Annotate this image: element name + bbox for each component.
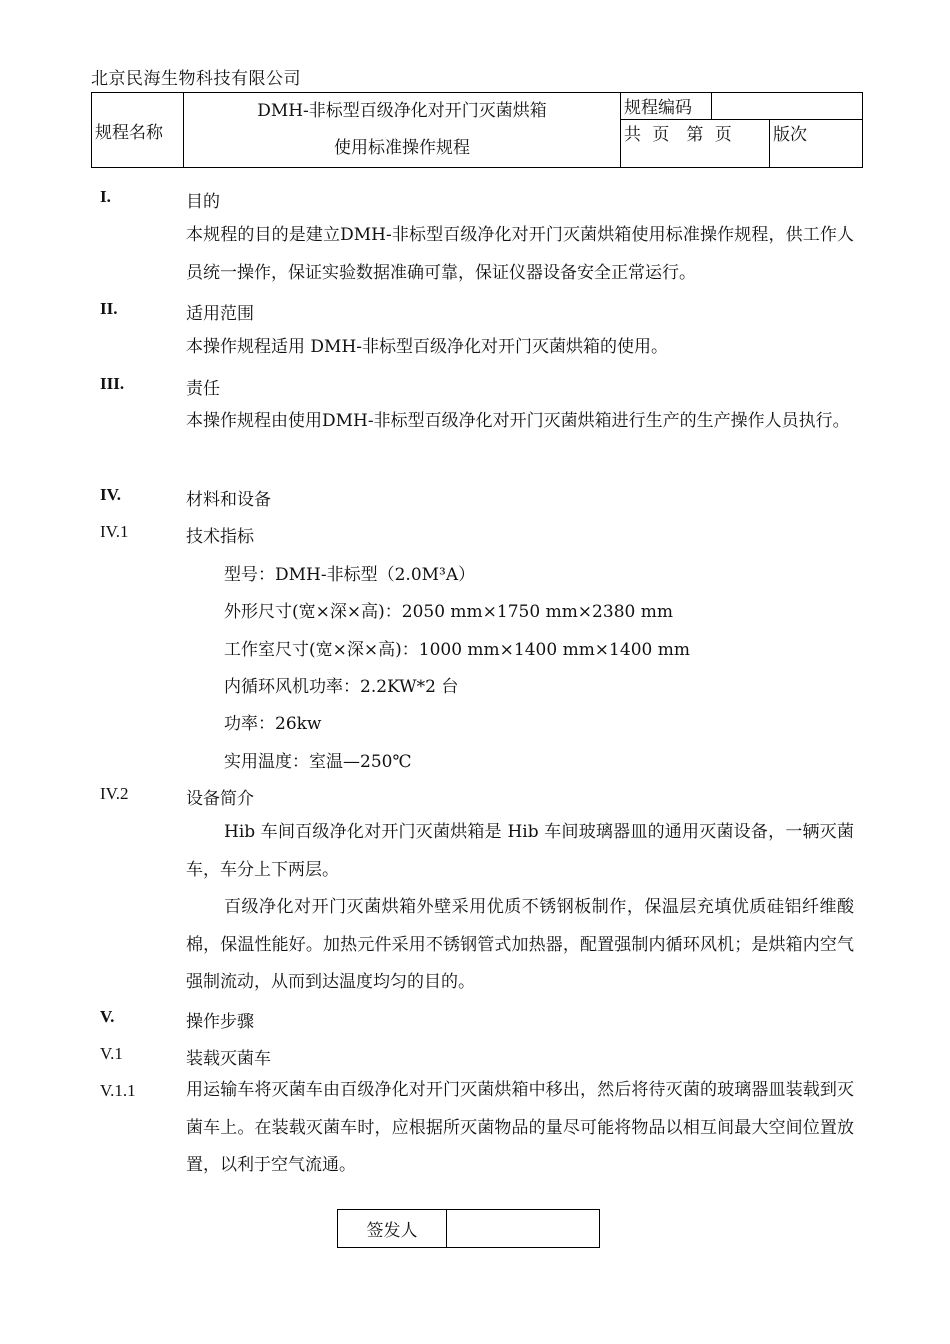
subsection-title: 装载灭菌车 — [186, 1049, 271, 1069]
issuer-value — [447, 1210, 600, 1248]
equipment-intro-paragraph: 百级净化对开门灭菌烘箱外壁采用优质不锈钢板制作，保温层充填优质硅铝纤维酸棉，保温性能好。加热元件采用不锈钢管式加热器，配置强制内循环风机；是烘箱内空气强制流动，从而到达温度均匀的目的。 — [186, 897, 854, 993]
spec-temperature: 实用温度：室温—250℃ — [224, 752, 412, 772]
procedure-title-line1: DMH-非标型百级净化对开门灭菌烘箱 — [257, 101, 547, 121]
section-body: 本规程的目的是建立DMH-非标型百级净化对开门灭菌烘箱使用标准操作规程，供工作人员统一操作，保证实验数据准确可靠，保证仪器设备安全正常运行。 — [186, 225, 854, 283]
spec-model: 型号：DMH-非标型（2.0M³A） — [224, 565, 476, 585]
subsection-title: 技术指标 — [186, 527, 254, 547]
procedure-code-label: 规程编码 — [621, 93, 712, 120]
spec-fan-power: 内循环风机功率：2.2KW*2 台 — [224, 677, 459, 697]
spec-chamber-dimensions: 工作室尺寸(宽×深×高)：1000 mm×1400 mm×1400 mm — [224, 640, 690, 660]
section-number: III. — [100, 374, 125, 393]
issuer-label: 签发人 — [338, 1210, 447, 1248]
procedure-name-label: 规程名称 — [92, 93, 184, 168]
document-header-table — [91, 92, 863, 168]
section-title: 操作步骤 — [186, 1012, 254, 1032]
version-label: 版次 — [770, 120, 863, 168]
subsection-number: V.1.1 — [100, 1081, 136, 1100]
subsection-title: 设备简介 — [186, 789, 254, 809]
section-title: 材料和设备 — [186, 490, 271, 510]
section-number: IV. — [100, 485, 121, 504]
signature-table — [337, 1209, 600, 1248]
subsection-number: IV.1 — [100, 522, 129, 541]
subsection-number: IV.2 — [100, 784, 129, 803]
section-title: 责任 — [186, 379, 220, 399]
section-number: II. — [100, 299, 118, 318]
section-title: 适用范围 — [186, 304, 254, 324]
equipment-intro-paragraph: Hib 车间百级净化对开门灭菌烘箱是 Hib 车间玻璃器皿的通用灭菌设备，一辆灭菌车，车分上下两层。 — [186, 822, 854, 880]
section-body: 本操作规程适用 DMH-非标型百级净化对开门灭菌烘箱的使用。 — [186, 337, 669, 357]
section-number: I. — [100, 187, 111, 206]
section-number: V. — [100, 1007, 115, 1026]
spec-outer-dimensions: 外形尺寸(宽×深×高)：2050 mm×1750 mm×2380 mm — [224, 602, 673, 622]
step-body: 用运输车将灭菌车由百级净化对开门灭菌烘箱中移出，然后将待灭菌的玻璃器皿装载到灭菌车上。在装载灭菌车时，应根据所灭菌物品的量尽可能将物品以相互间最大空间位置放置，以利于空气流通。 — [186, 1080, 854, 1176]
section-body: 本操作规程由使用DMH-非标型百级净化对开门灭菌烘箱进行生产的生产操作人员执行。 — [186, 411, 850, 431]
procedure-title — [184, 93, 621, 168]
spec-power: 功率：26kw — [224, 714, 322, 734]
subsection-number: V.1 — [100, 1044, 123, 1063]
procedure-title-line2: 使用标准操作规程 — [334, 138, 470, 158]
company-name: 北京民海生物科技有限公司 — [91, 69, 301, 89]
section-title: 目的 — [186, 192, 220, 212]
procedure-code-value — [712, 93, 863, 120]
page-count-label: 共 页 第 页 — [621, 120, 770, 168]
